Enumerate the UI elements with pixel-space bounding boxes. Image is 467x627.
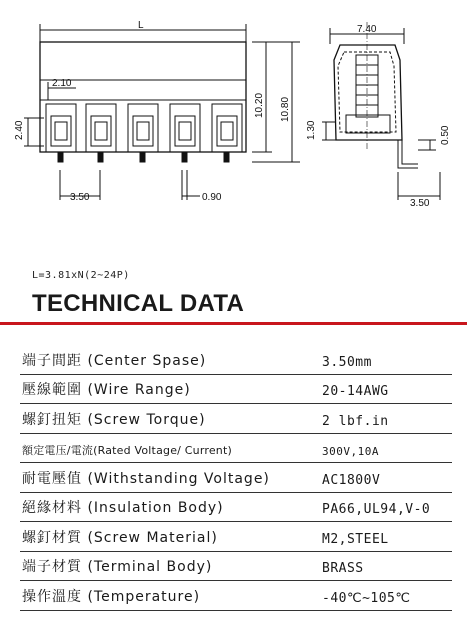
spec-value: 3.50mm xyxy=(322,354,372,370)
spec-label: 絕緣材料 (Insulation Body) xyxy=(22,500,224,516)
section-title: TECHNICAL DATA xyxy=(32,290,245,317)
spec-value: 300V,10A xyxy=(322,445,379,458)
spec-label: 額定電压/電流(Rated Voltage/ Current) xyxy=(22,444,232,457)
side-view xyxy=(322,28,440,200)
spec-row-rated-voltage xyxy=(20,434,452,464)
technical-drawing xyxy=(0,0,467,240)
dim-L: L xyxy=(138,20,144,31)
spec-label: 螺釘材質 (Screw Material) xyxy=(22,529,218,546)
spec-value: PA66,UL94,V-0 xyxy=(322,502,431,517)
spec-value: BRASS xyxy=(322,561,364,576)
spec-label: 端子間距 (Center Spase) xyxy=(22,352,207,369)
dim-10-80: 10.80 xyxy=(280,96,291,122)
spec-row-withstanding-voltage xyxy=(20,463,452,493)
spec-value: 20-14AWG xyxy=(322,384,389,399)
spec-row-screw-torque xyxy=(20,404,452,434)
spec-value: -40℃~105℃ xyxy=(322,590,411,606)
spec-row-terminal-body xyxy=(20,552,452,582)
spec-label: 螺釘扭矩 (Screw Torque) xyxy=(22,411,206,428)
dim-2-40: 2.40 xyxy=(14,120,25,140)
spec-row-screw-material xyxy=(20,522,452,552)
dim-0-50: 0.50 xyxy=(440,125,451,145)
dim-0-90: 0.90 xyxy=(202,192,222,203)
spec-value: M2,STEEL xyxy=(322,531,389,547)
spec-row-temperature xyxy=(20,581,452,611)
spec-label: 操作溫度 (Temperature) xyxy=(22,588,201,605)
spec-label: 壓線範圍 (Wire Range) xyxy=(22,382,191,398)
dim-3-50-pitch: 3.50 xyxy=(70,192,90,203)
spec-row-wire-range xyxy=(20,375,452,405)
dim-7-40: 7.40 xyxy=(357,24,377,35)
spec-row-insulation-body xyxy=(20,493,452,523)
spec-value: 2 lbf.in xyxy=(322,413,389,429)
length-formula: L=3.81xN(2~24P) xyxy=(32,270,130,281)
dim-10-20: 10.20 xyxy=(254,92,265,118)
spec-value: AC1800V xyxy=(322,472,381,488)
pins xyxy=(58,152,229,162)
title-underline xyxy=(0,322,467,325)
spec-label: 耐電壓值 (Withstanding Voltage) xyxy=(22,470,270,487)
screw-openings xyxy=(46,104,242,152)
spec-table xyxy=(20,345,452,611)
dim-3-50-side: 3.50 xyxy=(410,198,430,209)
spec-row-center-spacing xyxy=(20,345,452,375)
spec-label: 端子材質 (Terminal Body) xyxy=(22,559,213,575)
dim-1-30: 1.30 xyxy=(306,120,317,140)
dim-2-10: 2.10 xyxy=(52,78,72,89)
